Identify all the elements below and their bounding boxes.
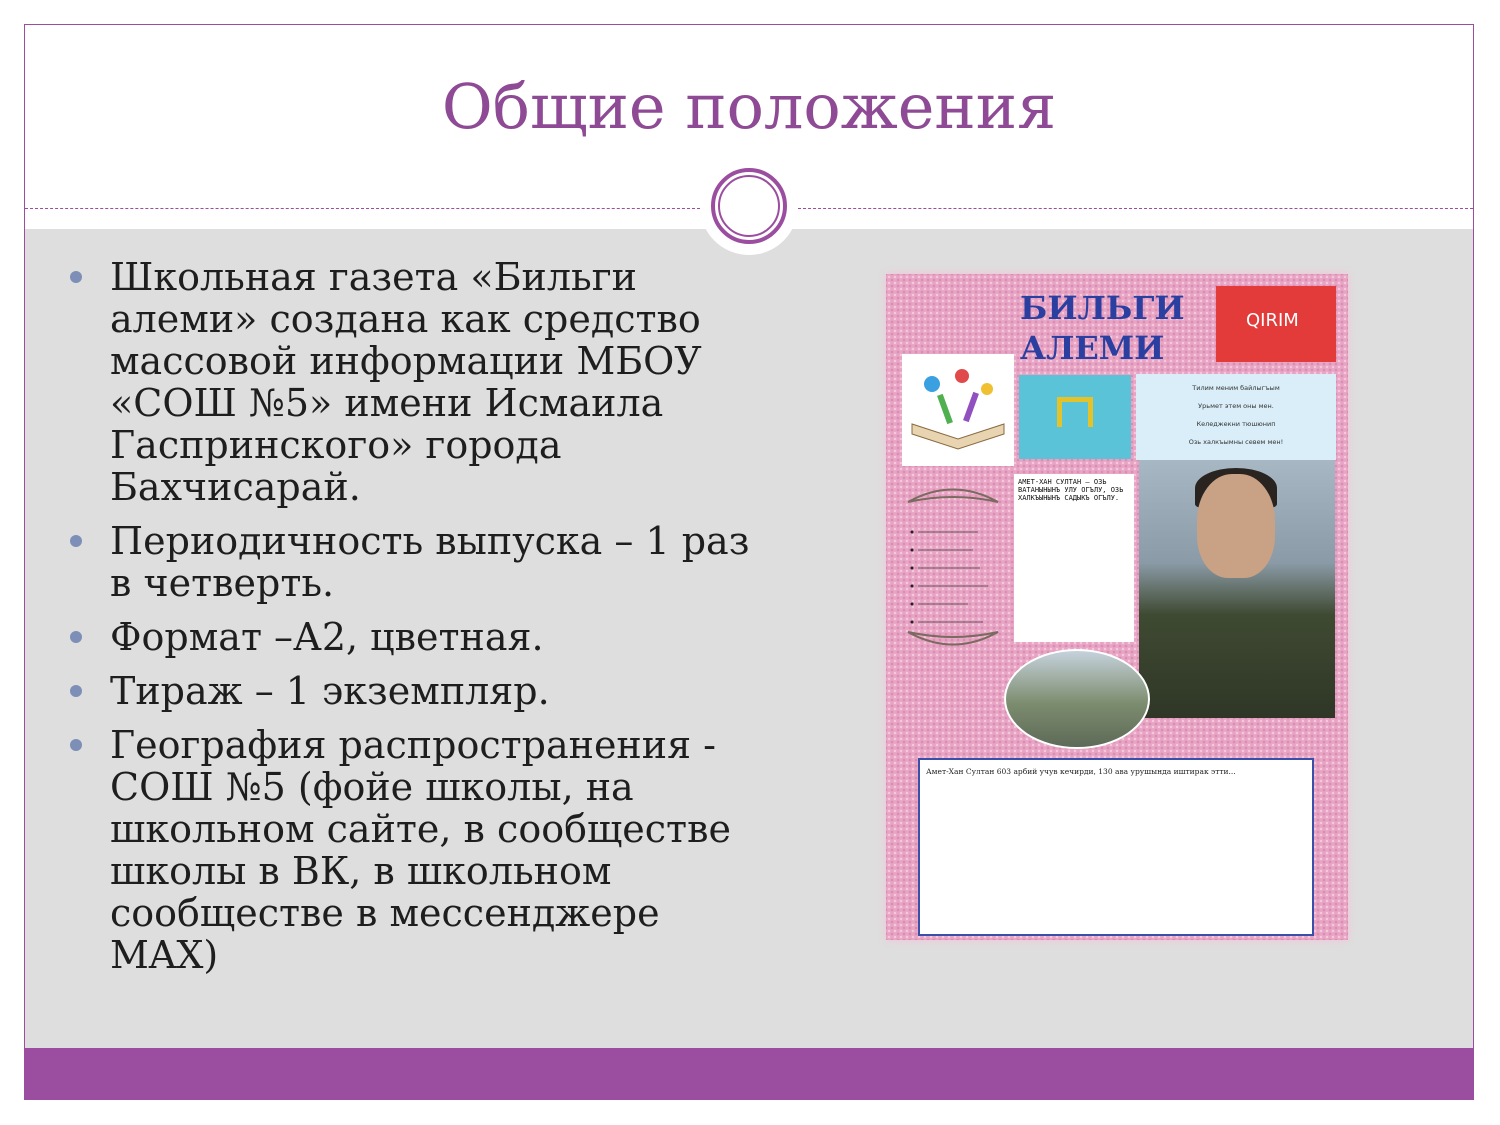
newspaper-logo-text: QIRIM (1246, 310, 1299, 331)
memorial-oval-image (1004, 649, 1150, 749)
poem-line: Озь халкъымны севем мен! (1188, 438, 1284, 446)
bullet-item (70, 670, 760, 712)
bullet-list (70, 256, 760, 988)
crimean-flag-image (1019, 375, 1131, 459)
contents-list (898, 482, 1008, 652)
lead-text-box: АМЕТ-ХАН СУЛТАН — ОЗЬ ВАТАНЫНЫНЪ УЛУ ОГЪЛУ, ОЗЬ ХАЛКЪЫНЫНЪ САДЫКЪ ОГЪЛУ. (1014, 474, 1134, 642)
title-divider-right (798, 208, 1473, 209)
bullet-text: Тираж – 1 экземпляр. (110, 669, 550, 713)
title-divider-left (25, 208, 700, 209)
poem-line: Келеджекни тюшюнип (1196, 420, 1276, 428)
bullet-item (70, 256, 760, 508)
poem-line: Тилим меним байлыгъым (1192, 384, 1280, 392)
bullet-text: Периодичность выпуска – 1 раз в четверть. (110, 519, 750, 605)
newspaper-logo (1216, 286, 1336, 362)
bullet-item (70, 616, 760, 658)
books-illustration (902, 354, 1014, 466)
tamga-icon (1057, 397, 1093, 427)
bullet-dot-icon (70, 739, 82, 751)
slide-title: Общие положения (441, 70, 1057, 143)
poem-line: Урьмет этем оны мен. (1198, 402, 1274, 410)
bullet-text: Формат –А2, цветная. (110, 615, 544, 659)
divider-ring-inner (718, 175, 780, 237)
bullet-item (70, 520, 760, 604)
bullet-text: Школьная газета «Бильги алеми» создана как средство массовой информации МБОУ «СОШ №5» имени Исмаила Гаспринского» города Бахчисарай. (110, 255, 702, 509)
bullet-dot-icon (70, 631, 82, 643)
pilot-portrait-image (1139, 460, 1335, 718)
newspaper-image (886, 274, 1348, 940)
bullet-dot-icon (70, 271, 82, 283)
newspaper-masthead: БИЛЬГИ АЛЕМИ (1020, 289, 1185, 367)
portrait-face (1197, 474, 1275, 578)
bullet-text: География распространения - СОШ №5 (фойе школы, на школьном сайте, в сообществе школы в ВК, в школьном сообществе в мессенджере MAX) (110, 723, 731, 977)
bullet-dot-icon (70, 535, 82, 547)
bullet-dot-icon (70, 685, 82, 697)
bottom-accent-bar (25, 1048, 1473, 1099)
poem-box (1136, 374, 1336, 460)
article-box: Амет-Хан Султан 603 арбий учув кечирди, 130 ава урушында иштирак этти... (918, 758, 1314, 936)
bullet-item (70, 724, 760, 976)
